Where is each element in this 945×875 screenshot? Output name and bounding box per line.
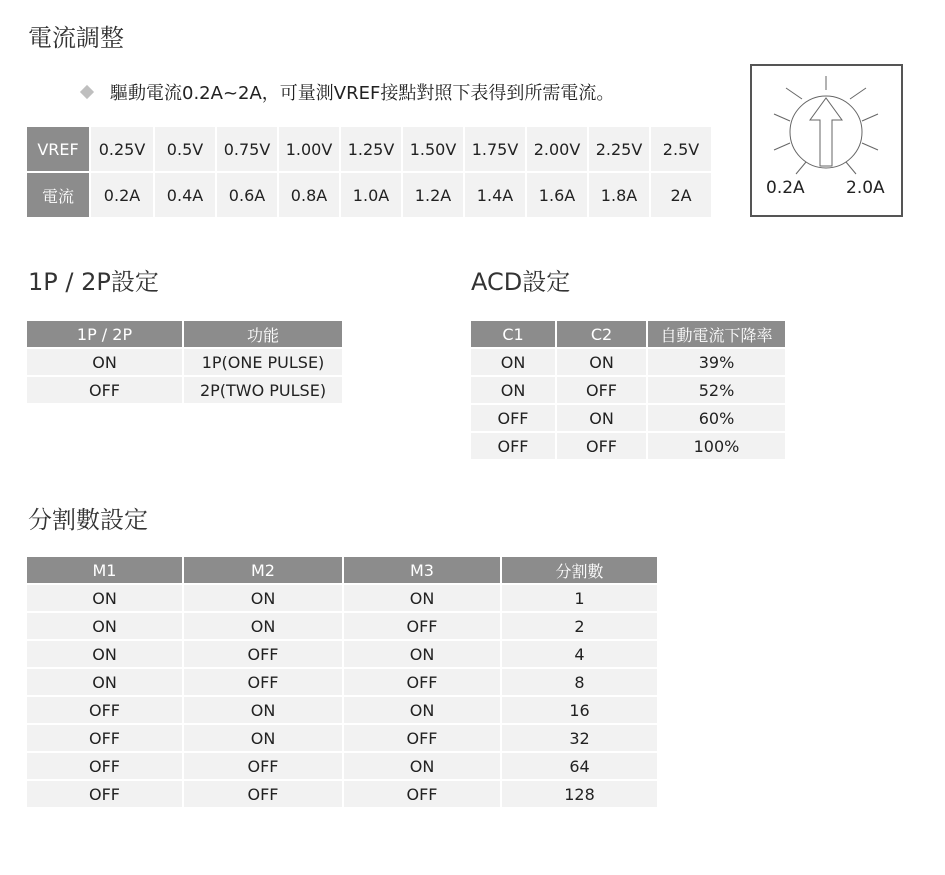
microstep-cell: OFF bbox=[344, 613, 500, 639]
current-cell: 0.6A bbox=[217, 173, 277, 217]
acd-cell: OFF bbox=[557, 433, 646, 459]
acd-header-cell: C1 bbox=[471, 321, 555, 347]
current-cell: 0.4A bbox=[155, 173, 215, 217]
table-row bbox=[27, 725, 657, 751]
acd-cell: 39% bbox=[648, 349, 785, 375]
microstep-cell: OFF bbox=[27, 753, 182, 779]
acd-cell: OFF bbox=[471, 405, 555, 431]
current-cell: 0.8A bbox=[279, 173, 339, 217]
current-row bbox=[27, 173, 711, 217]
current-cell: 1.4A bbox=[465, 173, 525, 217]
microstep-cell: 16 bbox=[502, 697, 657, 723]
acd-table-header bbox=[471, 321, 785, 347]
current-cell: 2A bbox=[651, 173, 711, 217]
microstep-cell: OFF bbox=[184, 781, 342, 807]
microstep-cell: ON bbox=[184, 725, 342, 751]
acd-table bbox=[469, 319, 787, 461]
current-section-title: 電流調整 bbox=[28, 24, 124, 52]
current-cell: 1.8A bbox=[589, 173, 649, 217]
current-cell: 1.6A bbox=[527, 173, 587, 217]
table-row bbox=[471, 433, 785, 459]
microstep-cell: ON bbox=[344, 641, 500, 667]
acd-cell: ON bbox=[471, 349, 555, 375]
microstep-cell: OFF bbox=[27, 697, 182, 723]
vref-cell: 1.25V bbox=[341, 127, 401, 171]
pulse-table bbox=[25, 319, 344, 405]
pulse-header-cell: 功能 bbox=[184, 321, 342, 347]
table-row bbox=[27, 613, 657, 639]
microstep-section-title: 分割數設定 bbox=[28, 506, 148, 534]
table-row bbox=[27, 377, 342, 403]
microstep-cell: 32 bbox=[502, 725, 657, 751]
acd-cell: ON bbox=[471, 377, 555, 403]
diamond-bullet-icon bbox=[80, 85, 94, 99]
microstep-cell: OFF bbox=[344, 725, 500, 751]
acd-header-cell: 自動電流下降率 bbox=[648, 321, 785, 347]
microstep-cell: OFF bbox=[27, 725, 182, 751]
acd-cell: 100% bbox=[648, 433, 785, 459]
microstep-cell: 128 bbox=[502, 781, 657, 807]
pulse-header-cell: 1P / 2P bbox=[27, 321, 182, 347]
table-row bbox=[471, 405, 785, 431]
microstep-cell: OFF bbox=[184, 753, 342, 779]
microstep-cell: 64 bbox=[502, 753, 657, 779]
microstep-table-header bbox=[27, 557, 657, 583]
acd-cell: OFF bbox=[557, 377, 646, 403]
microstep-cell: 1 bbox=[502, 585, 657, 611]
microstep-cell: ON bbox=[184, 613, 342, 639]
microstep-table bbox=[25, 555, 659, 809]
microstep-cell: 4 bbox=[502, 641, 657, 667]
microstep-cell: 8 bbox=[502, 669, 657, 695]
current-row-header: 電流 bbox=[27, 173, 89, 217]
microstep-header-cell: 分割數 bbox=[502, 557, 657, 583]
acd-cell: ON bbox=[557, 405, 646, 431]
microstep-cell: 2 bbox=[502, 613, 657, 639]
vref-cell: 0.25V bbox=[91, 127, 153, 171]
current-cell: 1.0A bbox=[341, 173, 401, 217]
pulse-cell: OFF bbox=[27, 377, 182, 403]
microstep-cell: ON bbox=[344, 697, 500, 723]
vref-cell: 1.75V bbox=[465, 127, 525, 171]
pulse-table-header bbox=[27, 321, 342, 347]
pulse-section-title: 1P / 2P設定 bbox=[28, 268, 159, 296]
acd-header-cell: C2 bbox=[557, 321, 646, 347]
table-row bbox=[27, 697, 657, 723]
microstep-cell: ON bbox=[27, 613, 182, 639]
vref-cell: 0.75V bbox=[217, 127, 277, 171]
microstep-cell: ON bbox=[344, 585, 500, 611]
acd-cell: 52% bbox=[648, 377, 785, 403]
table-row bbox=[471, 349, 785, 375]
table-row bbox=[27, 349, 342, 375]
pulse-cell: 1P(ONE PULSE) bbox=[184, 349, 342, 375]
pulse-cell: ON bbox=[27, 349, 182, 375]
vref-cell: 2.00V bbox=[527, 127, 587, 171]
microstep-cell: ON bbox=[344, 753, 500, 779]
pulse-cell: 2P(TWO PULSE) bbox=[184, 377, 342, 403]
current-note bbox=[78, 79, 614, 105]
vref-row-header: VREF bbox=[27, 127, 89, 171]
vref-cell: 2.5V bbox=[651, 127, 711, 171]
dial-max-label: 2.0A bbox=[846, 178, 885, 198]
vref-cell: 1.00V bbox=[279, 127, 339, 171]
microstep-cell: OFF bbox=[344, 781, 500, 807]
table-row bbox=[27, 753, 657, 779]
vref-cell: 2.25V bbox=[589, 127, 649, 171]
microstep-cell: OFF bbox=[184, 641, 342, 667]
current-dial bbox=[750, 64, 903, 217]
table-row bbox=[27, 781, 657, 807]
acd-section-title: ACD設定 bbox=[471, 268, 571, 296]
microstep-cell: ON bbox=[184, 697, 342, 723]
table-row bbox=[27, 585, 657, 611]
dial-min-label: 0.2A bbox=[766, 178, 805, 198]
vref-current-table bbox=[25, 125, 713, 219]
acd-cell: 60% bbox=[648, 405, 785, 431]
table-row bbox=[471, 377, 785, 403]
current-cell: 1.2A bbox=[403, 173, 463, 217]
current-note-text: 驅動電流0.2A~2A，可量測VREF接點對照下表得到所需電流。 bbox=[110, 83, 615, 104]
current-cell: 0.2A bbox=[91, 173, 153, 217]
acd-cell: OFF bbox=[471, 433, 555, 459]
microstep-header-cell: M2 bbox=[184, 557, 342, 583]
vref-cell: 1.50V bbox=[403, 127, 463, 171]
microstep-cell: OFF bbox=[27, 781, 182, 807]
table-row bbox=[27, 669, 657, 695]
microstep-header-cell: M3 bbox=[344, 557, 500, 583]
microstep-cell: OFF bbox=[344, 669, 500, 695]
acd-cell: ON bbox=[557, 349, 646, 375]
microstep-cell: ON bbox=[27, 641, 182, 667]
microstep-cell: ON bbox=[184, 585, 342, 611]
vref-cell: 0.5V bbox=[155, 127, 215, 171]
microstep-cell: ON bbox=[27, 669, 182, 695]
microstep-cell: ON bbox=[27, 585, 182, 611]
table-row bbox=[27, 641, 657, 667]
microstep-cell: OFF bbox=[184, 669, 342, 695]
vref-row bbox=[27, 127, 711, 171]
microstep-header-cell: M1 bbox=[27, 557, 182, 583]
